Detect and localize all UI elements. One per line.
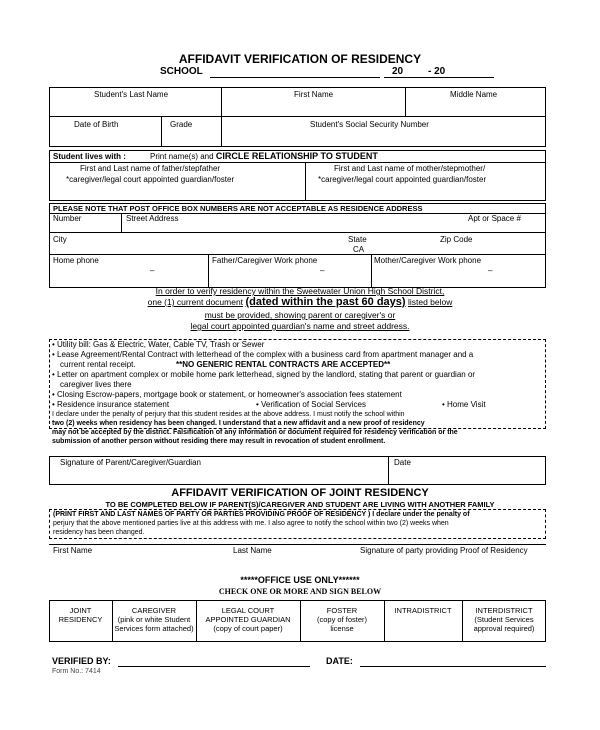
mother-work-phone-field[interactable]: Mother/Caregiver Work phone	[374, 256, 482, 265]
joint-last-name-field[interactable]: Last Name	[233, 546, 272, 555]
joint-first-name-field[interactable]: First Name	[53, 546, 93, 555]
verify-line-1: In order to verify residency within the Sweetwater Union High School District,	[155, 286, 445, 296]
signature-date-field[interactable]: Date	[394, 458, 411, 467]
office-option-guardian[interactable]: LEGAL COURT APPOINTED GUARDIAN (copy of court paper)	[205, 606, 291, 633]
date-label: DATE:	[326, 656, 353, 666]
divider	[221, 87, 222, 116]
office-option-intradistrict[interactable]: INTRADISTRICT	[394, 606, 452, 615]
date-line[interactable]	[360, 666, 546, 667]
year-prefix: 20	[392, 66, 404, 77]
joint-title: AFFIDAVIT VERIFICATION OF JOINT RESIDENCY	[171, 487, 429, 499]
verify-l2b: (dated within the past 60 days)	[245, 296, 406, 308]
year-line[interactable]	[384, 77, 494, 78]
divider	[371, 254, 372, 288]
verify-line-3: must be provided, showing parent or caregiver's or	[204, 310, 396, 320]
school-line[interactable]	[210, 77, 380, 78]
office-subtitle: CHECK ONE OR MORE AND SIGN BELOW	[218, 587, 382, 596]
joint-para-3: residency has been changed.	[53, 529, 145, 536]
verify-line-2	[0, 296, 600, 308]
lives-with-label: Student lives with :	[53, 152, 126, 161]
divider	[121, 213, 122, 232]
doc-letter-cont: caregiver lives there	[60, 380, 132, 389]
verify-l2a: one (1) current document	[147, 297, 244, 307]
instruction-prefix: Print name(s) and	[150, 152, 214, 161]
number-field[interactable]: Number	[53, 214, 82, 223]
divider	[405, 87, 406, 116]
phone-dash: –	[488, 266, 493, 275]
lives-with-instruction	[150, 151, 378, 161]
divider	[221, 116, 222, 147]
po-box-notice: PLEASE NOTE THAT POST OFFICE BOX NUMBERS ARE NOT ACCEPTABLE AS RESIDENCE ADDRESS	[53, 204, 423, 213]
office-option-caregiver[interactable]: CAREGIVER (pink or white Student Services form attached)	[114, 606, 194, 633]
office-option-foster[interactable]: FOSTER (copy of foster) license	[316, 606, 368, 633]
city-field[interactable]: City	[53, 235, 67, 244]
doc-lease-cont: current rental receipt.	[60, 360, 136, 369]
home-phone-field[interactable]: Home phone	[53, 256, 99, 265]
perjury-line-4: submission of another person without residing there may result in revocation of student enrollment.	[52, 438, 386, 445]
verify-line-4: legal court appointed guardian's name and street address.	[190, 321, 410, 331]
joint-signature-field[interactable]: Signature of party providing Proof of Residency	[360, 546, 528, 555]
father-work-phone-field[interactable]: Father/Caregiver Work phone	[212, 256, 318, 265]
mother-name-field[interactable]: First and Last name of mother/stepmother/	[334, 164, 486, 173]
verified-by-line[interactable]	[118, 666, 310, 667]
divider	[208, 254, 209, 288]
doc-escrow[interactable]: • Closing Escrow-papers, mortgage book or statement, or homeowner's association fees statement	[52, 390, 402, 399]
perjury-line-2: two (2) weeks when residency has been changed. I understand that a new affidavit and a new proof of residency	[52, 420, 425, 427]
office-option-joint[interactable]: JOINT RESIDENCY	[58, 606, 103, 624]
dob-field[interactable]: Date of Birth	[74, 120, 119, 129]
phone-dash: –	[320, 266, 325, 275]
doc-home-visit[interactable]: • Home Visit	[442, 400, 486, 409]
street-field[interactable]: Street Address	[126, 214, 179, 223]
ssn-field[interactable]: Student's Social Security Number	[310, 120, 429, 129]
form-number: Form No.: 7414	[52, 668, 101, 675]
mother-name-hint: *caregiver/legal court appointed guardian/foster	[318, 175, 487, 184]
divider	[49, 116, 546, 117]
office-title: *****OFFICE USE ONLY******	[240, 575, 360, 585]
zip-field[interactable]: Zip Code	[440, 235, 473, 244]
doc-utility[interactable]: • Utility bill: Gas & Electric, Water, Cable TV, Trash or Sewer	[52, 340, 265, 349]
form-title: AFFIDAVIT VERIFICATION OF RESIDENCY	[178, 52, 422, 66]
school-label: SCHOOL	[160, 66, 203, 77]
middle-name-field[interactable]: Middle Name	[450, 90, 498, 99]
doc-insurance[interactable]: • Residence insurance statement	[52, 400, 170, 409]
apt-field[interactable]: Apt or Space #	[468, 214, 521, 223]
divider	[49, 254, 546, 255]
verify-l2c: listed below	[407, 297, 453, 307]
state-field[interactable]: State	[348, 235, 367, 244]
divider	[49, 232, 546, 233]
joint-name-line	[49, 544, 546, 545]
joint-subtitle: TO BE COMPLETED BELOW IF PARENT(S)/CAREGIVER AND STUDENT ARE LIVING WITH ANOTHER FAMILY	[105, 500, 495, 509]
divider	[305, 162, 306, 201]
divider	[161, 116, 162, 147]
divider	[49, 162, 546, 163]
student-last-name-field[interactable]: Student's Last Name	[94, 90, 169, 99]
joint-para-2: perjury that the above mentioned parties live at this address with me. I also agree to notify the school within two (2) weeks when	[53, 520, 449, 527]
first-name-field[interactable]: First Name	[294, 90, 334, 99]
father-name-field[interactable]: First and Last name of father/stepfather	[80, 164, 221, 173]
perjury-line-3: may not be accepted by the district. Falsification of any information or document required for residency verification or the	[52, 429, 458, 436]
joint-para-1: (PRINT FIRST AND LAST NAMES OF PARTY OR PARTIES PROVIDING PROOF OF RESIDENCY ) I declare under the penalty of	[53, 511, 470, 518]
state-value: CA	[353, 245, 365, 254]
phone-dash: –	[150, 266, 155, 275]
divider	[388, 456, 389, 485]
doc-letter[interactable]: • Letter on apartment complex or mobile home park letterhead, signed by the landlord, stating that parent or guardian or	[52, 370, 476, 379]
verified-by-label: VERIFIED BY:	[52, 656, 111, 666]
parent-signature-field[interactable]: Signature of Parent/Caregiver/Guardian	[60, 458, 201, 467]
instruction-bold: CIRCLE RELATIONSHIP TO STUDENT	[215, 151, 378, 161]
doc-lease-note: **NO GENERIC RENTAL CONTRACTS ARE ACCEPTED**	[176, 360, 391, 369]
year-suffix: - 20	[428, 66, 446, 77]
doc-social-services[interactable]: • Verification of Social Services	[256, 400, 366, 409]
office-option-interdistrict[interactable]: INTERDISTRICT (Student Services approval required)	[473, 606, 535, 633]
father-name-hint: *caregiver/legal court appointed guardian/foster	[66, 175, 235, 184]
perjury-line-1: I declare under the penalty of perjury that this student resides at the above address. I must notify the school within	[52, 411, 405, 418]
grade-field[interactable]: Grade	[170, 120, 193, 129]
doc-lease[interactable]: • Lease Agreement/Rental Contract with letterhead of the complex with a business card from apartment manager and a	[52, 350, 474, 359]
